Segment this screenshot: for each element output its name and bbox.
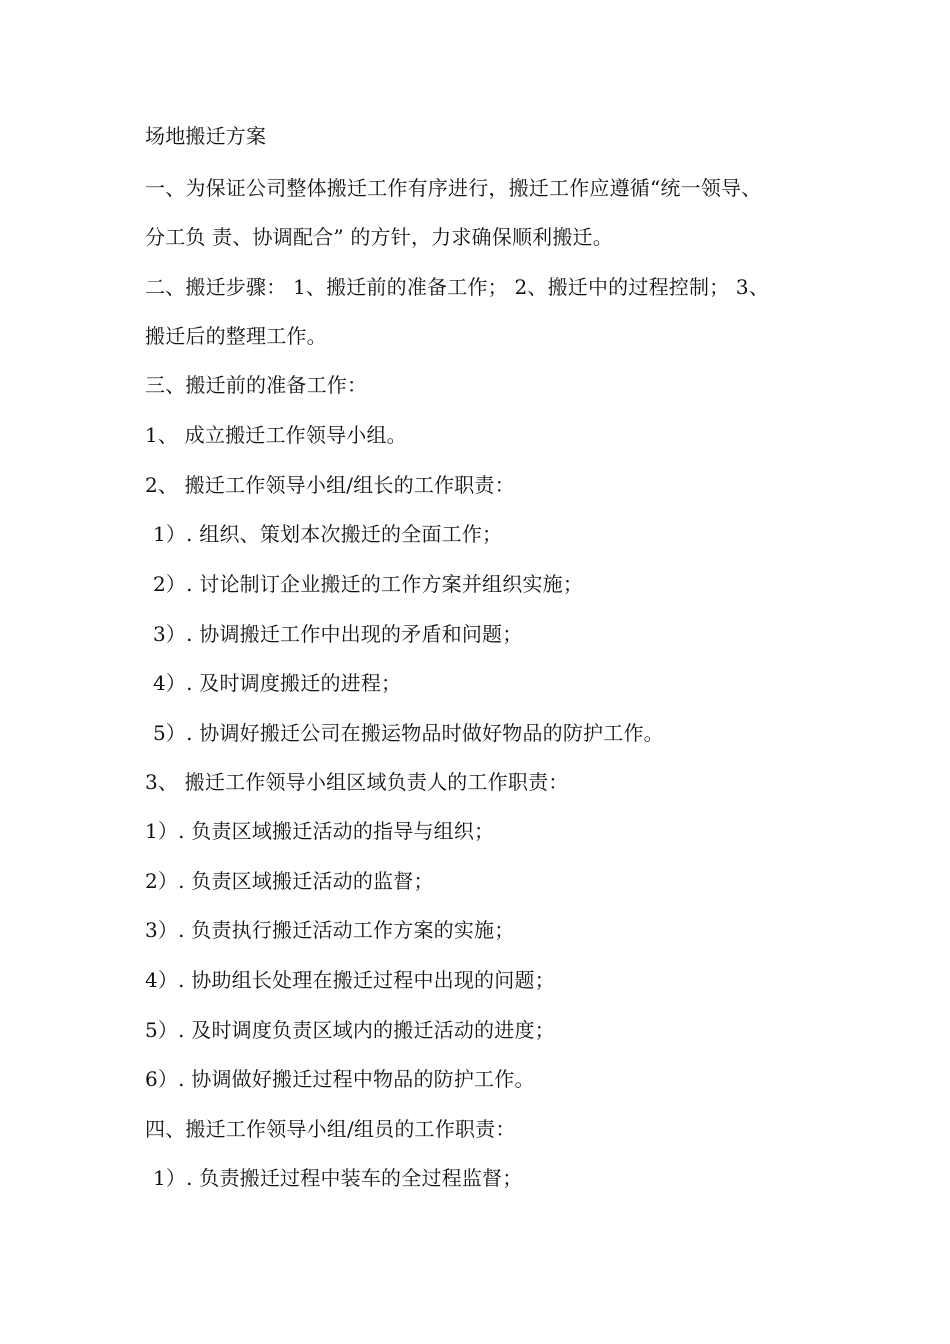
list-item: 1、 成立搬迁工作领导小组。 — [145, 423, 407, 447]
sub-list-item: 3）. 负责执行搬迁活动工作方案的实施； — [145, 918, 515, 942]
sub-list-item: 5）. 协调好搬迁公司在搬运物品时做好物品的防护工作。 — [153, 721, 664, 745]
section-heading: 四、搬迁工作领导小组/组员的工作职责： — [145, 1117, 516, 1141]
section-heading: 三、搬迁前的准备工作： — [145, 373, 368, 397]
sub-list-item: 2）. 讨论制订企业搬迁的工作方案并组织实施； — [153, 572, 584, 596]
paragraph-line: 搬迁后的整理工作。 — [145, 324, 327, 348]
sub-list-item: 3）. 协调搬迁工作中出现的矛盾和问题； — [153, 622, 523, 646]
paragraph-line: 二、搬迁步骤： 1、搬迁前的准备工作； 2、搬迁中的过程控制； 3、 — [145, 275, 770, 299]
list-item: 3、 搬迁工作领导小组区域负责人的工作职责： — [145, 770, 569, 794]
document-title: 场地搬迁方案 — [145, 124, 267, 148]
sub-list-item: 1）. 组织、策划本次搬迁的全面工作； — [153, 522, 503, 546]
paragraph-line: 一、为保证公司整体搬迁工作有序进行，搬迁工作应遵循“统一领导、 — [145, 176, 762, 200]
sub-list-item: 4）. 及时调度搬迁的进程； — [153, 671, 402, 695]
list-item: 2、 搬迁工作领导小组/组长的工作职责： — [145, 473, 515, 497]
paragraph-line: 分工负 责、协调配合” 的方针，力求确保顺利搬迁。 — [145, 225, 613, 249]
sub-list-item: 6）. 协调做好搬迁过程中物品的防护工作。 — [145, 1067, 535, 1091]
sub-list-item: 1）. 负责区域搬迁活动的指导与组织； — [145, 819, 495, 843]
sub-list-item: 2）. 负责区域搬迁活动的监督； — [145, 869, 434, 893]
sub-list-item: 1）. 负责搬迁过程中装车的全过程监督； — [153, 1166, 523, 1190]
sub-list-item: 4）. 协助组长处理在搬迁过程中出现的问题； — [145, 968, 555, 992]
sub-list-item: 5）. 及时调度负责区域内的搬迁活动的进度； — [145, 1018, 555, 1042]
